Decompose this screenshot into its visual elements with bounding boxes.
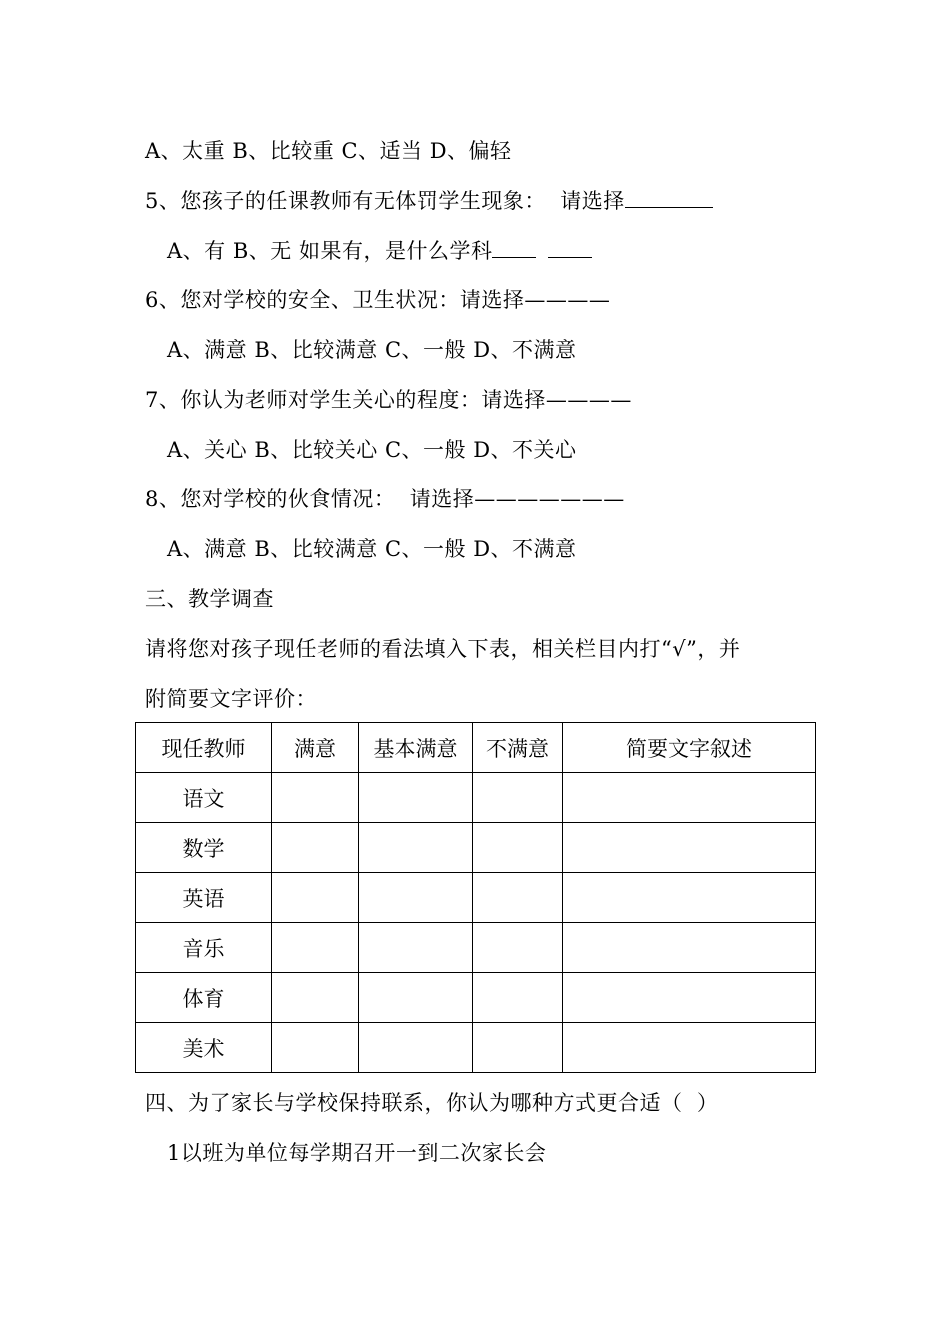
dissatisfied-cell[interactable] bbox=[473, 823, 563, 873]
basically-satisfied-cell[interactable] bbox=[359, 823, 473, 873]
basically-satisfied-cell[interactable] bbox=[359, 1023, 473, 1073]
section4-title: 四、为了家长与学校保持联系，你认为哪种方式更合适（ ） bbox=[145, 1091, 719, 1115]
header-dissatisfied: 不满意 bbox=[473, 723, 563, 773]
table-row bbox=[136, 873, 816, 923]
subject-cell: 数学 bbox=[136, 823, 272, 873]
q7-options: A、关心 B、比较关心 C、一般 D、不关心 bbox=[167, 438, 577, 462]
section3-intro-line2: 附简要文字评价： bbox=[145, 687, 317, 711]
satisfied-cell[interactable] bbox=[272, 1023, 359, 1073]
header-satisfied: 满意 bbox=[272, 723, 359, 773]
basically-satisfied-cell[interactable] bbox=[359, 973, 473, 1023]
basically-satisfied-cell[interactable] bbox=[359, 773, 473, 823]
q4-options: A、太重 B、比较重 C、适当 D、偏轻 bbox=[145, 139, 512, 163]
basically-satisfied-cell[interactable] bbox=[359, 923, 473, 973]
header-brief-comment: 简要文字叙述 bbox=[563, 723, 816, 773]
comment-cell[interactable] bbox=[563, 873, 816, 923]
q5-subject-blank-2[interactable] bbox=[548, 237, 592, 258]
basically-satisfied-cell[interactable] bbox=[359, 873, 473, 923]
q7-question: 7、你认为老师对学生关心的程度：请选择———— bbox=[145, 388, 632, 412]
section3-intro-line1: 请将您对孩子现任老师的看法填入下表，相关栏目内打“√”，并 bbox=[145, 637, 741, 661]
subject-cell: 音乐 bbox=[136, 923, 272, 973]
q5-options bbox=[167, 236, 592, 266]
satisfied-cell[interactable] bbox=[272, 973, 359, 1023]
q5-subject-blank-1[interactable] bbox=[492, 237, 536, 258]
dissatisfied-cell[interactable] bbox=[473, 973, 563, 1023]
dissatisfied-cell[interactable] bbox=[473, 1023, 563, 1073]
comment-cell[interactable] bbox=[563, 773, 816, 823]
header-teacher: 现任教师 bbox=[136, 723, 272, 773]
section4-option1: 1以班为单位每学期召开一到二次家长会 bbox=[167, 1141, 547, 1165]
header-basically-satisfied: 基本满意 bbox=[359, 723, 473, 773]
subject-cell: 体育 bbox=[136, 973, 272, 1023]
table-row bbox=[136, 773, 816, 823]
table-header-row bbox=[136, 723, 816, 773]
satisfied-cell[interactable] bbox=[272, 873, 359, 923]
dissatisfied-cell[interactable] bbox=[473, 873, 563, 923]
table-row bbox=[136, 823, 816, 873]
q5-question bbox=[145, 186, 713, 216]
q8-options: A、满意 B、比较满意 C、一般 D、不满意 bbox=[167, 537, 577, 561]
q5-text: 5、您孩子的任课教师有无体罚学生现象： 请选择 bbox=[145, 189, 625, 213]
teacher-evaluation-table bbox=[135, 722, 816, 1073]
q5-options-text: A、有 B、无 如果有，是什么学科 bbox=[167, 239, 493, 263]
subject-cell: 英语 bbox=[136, 873, 272, 923]
q8-question: 8、您对学校的伙食情况： 请选择——————— bbox=[145, 487, 625, 511]
dissatisfied-cell[interactable] bbox=[473, 923, 563, 973]
subject-cell: 美术 bbox=[136, 1023, 272, 1073]
table-row bbox=[136, 923, 816, 973]
comment-cell[interactable] bbox=[563, 1023, 816, 1073]
comment-cell[interactable] bbox=[563, 823, 816, 873]
q6-options: A、满意 B、比较满意 C、一般 D、不满意 bbox=[167, 338, 577, 362]
table-row bbox=[136, 973, 816, 1023]
section3-title: 三、教学调查 bbox=[145, 587, 274, 611]
satisfied-cell[interactable] bbox=[272, 823, 359, 873]
comment-cell[interactable] bbox=[563, 973, 816, 1023]
comment-cell[interactable] bbox=[563, 923, 816, 973]
dissatisfied-cell[interactable] bbox=[473, 773, 563, 823]
satisfied-cell[interactable] bbox=[272, 773, 359, 823]
satisfied-cell[interactable] bbox=[272, 923, 359, 973]
q6-question: 6、您对学校的安全、卫生状况：请选择———— bbox=[145, 288, 611, 312]
table-row bbox=[136, 1023, 816, 1073]
q5-answer-blank[interactable] bbox=[625, 187, 713, 208]
subject-cell: 语文 bbox=[136, 773, 272, 823]
